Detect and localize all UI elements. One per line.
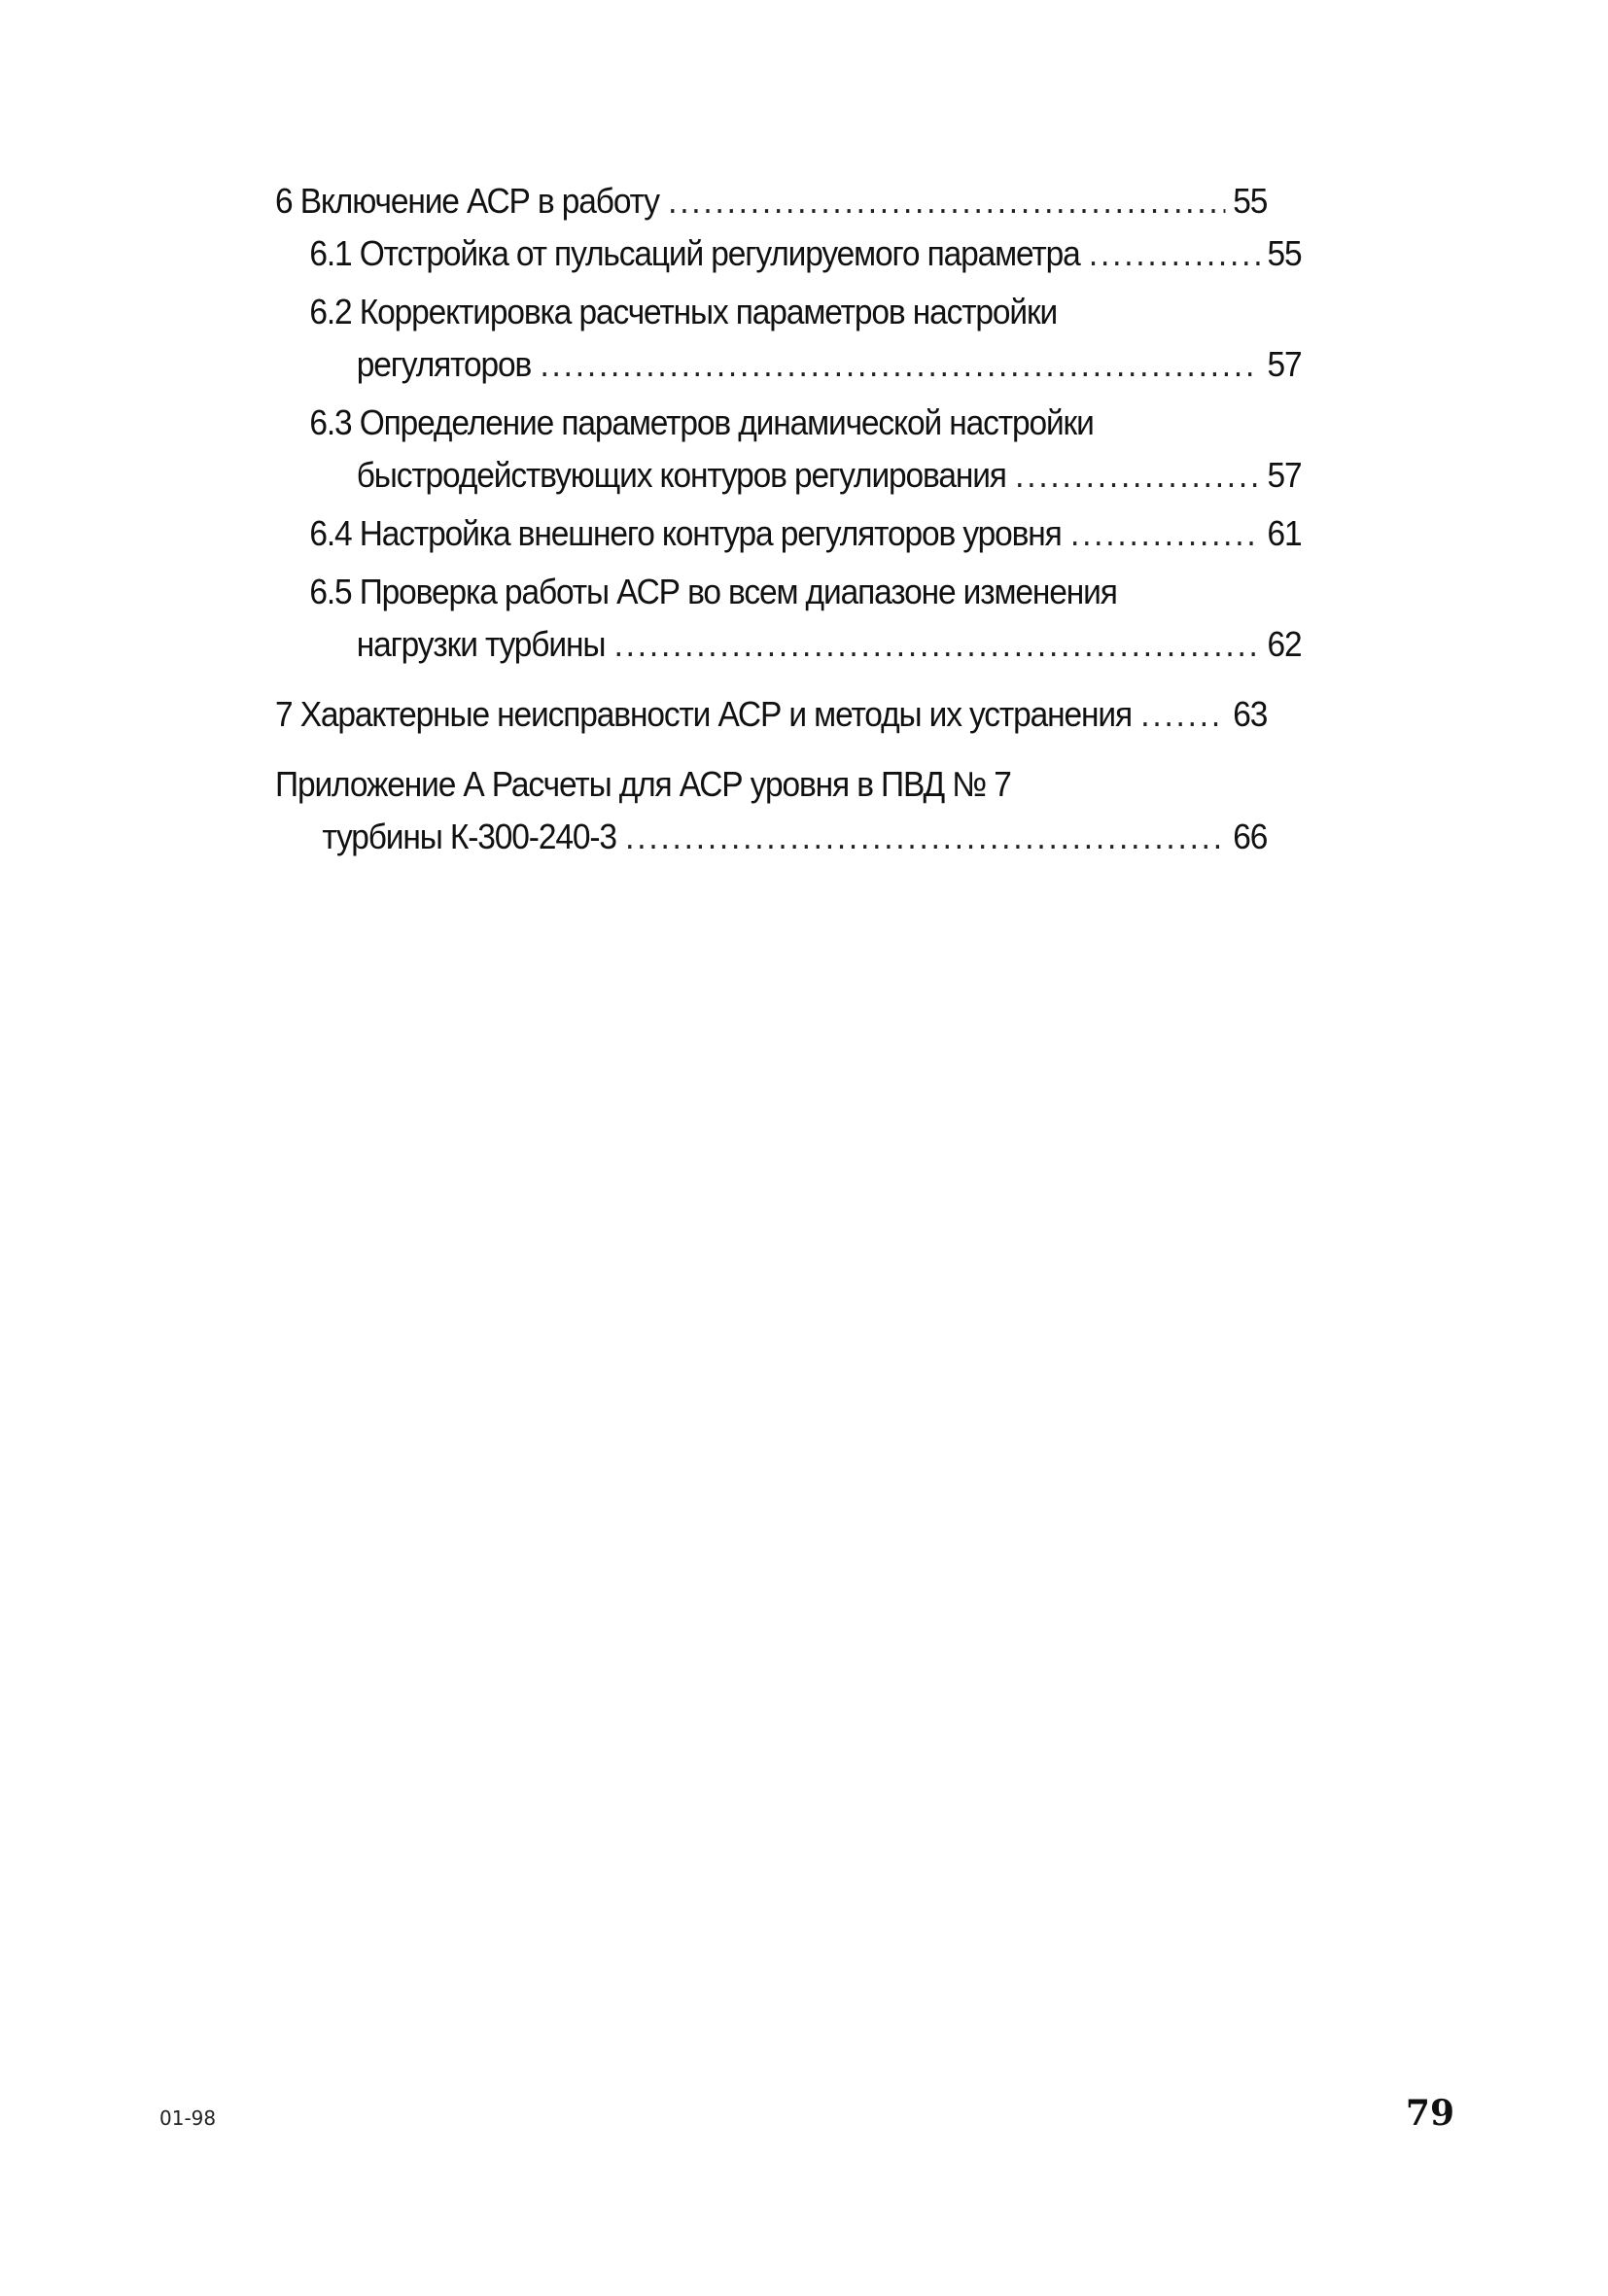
dot-leader — [1070, 507, 1260, 560]
toc-page-number: 55 — [1233, 181, 1268, 221]
toc-line — [275, 688, 1267, 741]
toc-entry-7[interactable] — [275, 688, 1267, 741]
toc-entry-title: 6 Включение АСР в работу — [275, 181, 659, 221]
toc-line — [309, 338, 1301, 391]
toc-entry-title: 6.5 Проверка работы АСР во всем диапазоне изменения — [309, 572, 1117, 611]
toc-entry-title: 6.4 Настройка внешнего контура регуляторов уровня — [309, 513, 1062, 553]
toc-entry-6-1[interactable] — [275, 227, 1302, 280]
toc-entry-title-cont: нагрузки турбины — [356, 624, 606, 664]
table-of-contents — [275, 175, 1302, 863]
toc-line — [309, 507, 1301, 560]
toc-page-number: 66 — [1233, 817, 1268, 856]
toc-entry-title-cont: быстродействующих контуров регулирования — [356, 455, 1006, 495]
toc-entry-title: 6.2 Корректировка расчетных параметров настройки — [309, 292, 1058, 331]
footer-page-number: 79 — [1405, 2093, 1454, 2134]
toc-page-number: 62 — [1267, 624, 1302, 664]
dot-leader — [668, 175, 1225, 227]
toc-page-number: 57 — [1267, 455, 1302, 495]
toc-entry-6[interactable] — [275, 175, 1267, 227]
toc-entry-6-2[interactable] — [275, 286, 1302, 391]
toc-entry-title: 6.3 Определение параметров динамической настройки — [309, 402, 1094, 442]
toc-entry-title: 6.1 Отстройка от пульсаций регулируемого параметра — [309, 233, 1080, 273]
footer-document-code: 01-98 — [159, 2106, 217, 2130]
toc-line — [309, 618, 1301, 671]
toc-line — [275, 811, 1267, 863]
dot-leader — [1089, 227, 1260, 280]
toc-page-number: 63 — [1233, 694, 1268, 734]
toc-entry-title: Приложение А Расчеты для АСР уровня в ПВД № 7 — [275, 764, 1011, 804]
dot-leader — [614, 618, 1260, 671]
dot-leader — [540, 338, 1259, 391]
toc-page-number: 55 — [1267, 233, 1302, 273]
toc-entry-6-3[interactable] — [275, 397, 1302, 502]
toc-line — [275, 175, 1267, 227]
toc-page-number: 57 — [1267, 344, 1302, 384]
toc-page-number: 61 — [1267, 513, 1302, 553]
toc-entry-title: 7 Характерные неисправности АСР и методы их устранения — [275, 694, 1132, 734]
toc-line — [309, 227, 1301, 280]
toc-entry-6-4[interactable] — [275, 507, 1302, 560]
dot-leader — [1140, 688, 1225, 741]
dot-leader — [1015, 449, 1260, 502]
toc-entry-title-cont: турбины К-300-240-3 — [322, 817, 616, 856]
toc-entry-appendix-a[interactable] — [275, 758, 1267, 863]
toc-entry-title-cont: регуляторов — [356, 344, 532, 384]
toc-line — [309, 449, 1301, 502]
toc-entry-6-5[interactable] — [275, 566, 1302, 671]
dot-leader — [625, 811, 1225, 863]
